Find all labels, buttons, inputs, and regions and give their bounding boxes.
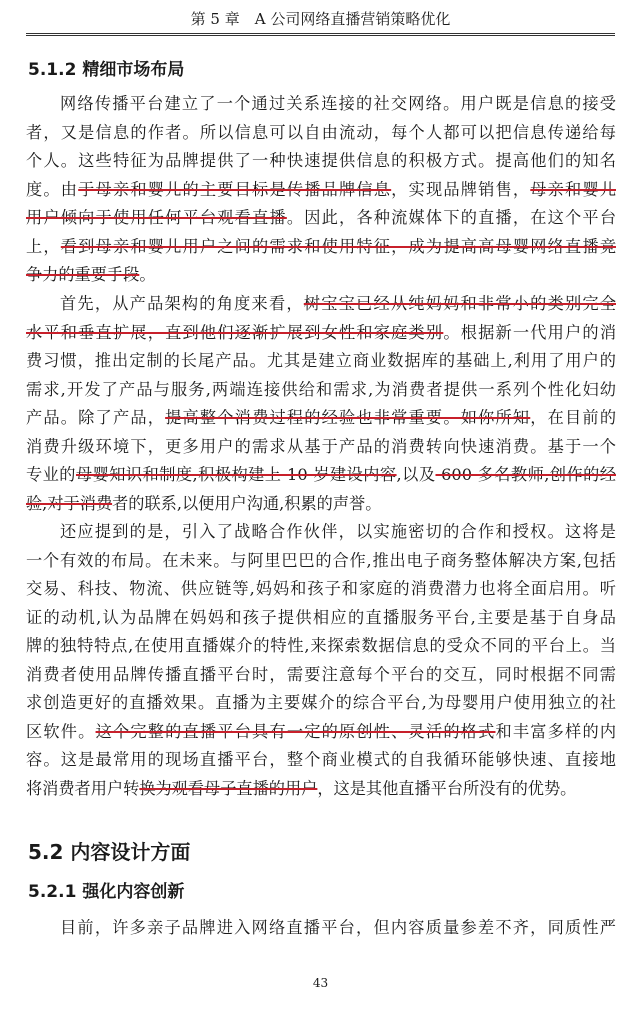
text-line: 者，又是信息的作者。所以信息可以自由流动，每个人都可以把信息传递给每 bbox=[26, 122, 616, 142]
text-line: 交易、科技、物流、供应链等,妈妈和孩子和家庭的消费潜力也将全面启用。听 bbox=[26, 579, 616, 598]
text-run: 将消费者用户转 bbox=[26, 778, 140, 798]
text-line bbox=[26, 233, 616, 262]
text-line bbox=[26, 290, 616, 319]
text-line bbox=[26, 176, 616, 205]
text-line: 一个有效的布局。在未来。与阿里巴巴的合作,推出电子商务整体解决方案,包括 bbox=[26, 550, 616, 570]
text-line bbox=[26, 775, 616, 804]
text-line: 网络传播平台建立了一个通过关系连接的社交网络。用户既是信息的接受 bbox=[60, 94, 616, 113]
struck-text: 母婴知识和制度,积极构建上 10 岁建设内容 bbox=[75, 465, 397, 484]
section-heading-5-1-2: 5.1.2 精细市场布局 bbox=[28, 60, 185, 80]
struck-text: 水平和垂直扩展，直到他们逐渐扩展到女性和家庭类别 bbox=[26, 322, 444, 342]
text-run: ,以及 bbox=[396, 465, 436, 484]
text-run: 者的联系,以便用户沟通,积累的声誉。 bbox=[112, 493, 382, 513]
text-run: ，在目前的 bbox=[530, 408, 616, 427]
text-line: 求创造更好的直播效果。直播为主要媒介的综合平台,为母婴用户使用独立的社 bbox=[26, 693, 616, 712]
text-line bbox=[26, 204, 616, 233]
text-run: 。 bbox=[139, 265, 156, 284]
text-line bbox=[26, 718, 616, 747]
text-run: 。根据新一代用户的消 bbox=[443, 322, 616, 342]
struck-text: 这个完整的直播平台具有一定的原创性、灵活的格式 bbox=[95, 721, 496, 741]
text-run: 产品。除了产品， bbox=[26, 408, 166, 427]
text-line bbox=[26, 404, 616, 433]
struck-text: 用户倾向于使用任何平台观看直播 bbox=[26, 208, 287, 227]
struck-text: 提高整个消费过程的经验也非常重要。如你所知 bbox=[165, 408, 531, 427]
text-line: 费习惯，推出定制的长尾产品。尤其是建立商业数据库的基础上,利用了用户的 bbox=[26, 351, 616, 370]
struck-text: 争力的重要手段 bbox=[26, 265, 140, 284]
text-run: ，这是其他直播平台所没有的优势。 bbox=[317, 778, 577, 798]
section-heading-5-2-1: 5.2.1 强化内容创新 bbox=[28, 882, 185, 902]
text-line: 消费者使用品牌传播直播平台时，需要注意每个平台的交互，同时根据不同需 bbox=[26, 664, 616, 684]
text-run: 度。由 bbox=[26, 179, 79, 199]
running-header: 第 5 章 A 公司网络直播营销策略优化 bbox=[26, 8, 615, 36]
paragraph-4 bbox=[26, 914, 616, 943]
text-line bbox=[26, 261, 616, 290]
text-run: 首先，从产品架构的角度来看， bbox=[60, 294, 304, 313]
paragraph-2 bbox=[26, 290, 616, 518]
struck-text: 看到母亲和婴儿用户之间的需求和使用特征，成为提高高母婴网络直播竞 bbox=[60, 236, 616, 256]
text-line: 还应提到的是，引入了战略合作伙伴，以实施密切的合作和授权。这将是 bbox=[60, 522, 616, 541]
struck-text: 验,对于消费 bbox=[26, 493, 113, 513]
struck-text: 母亲和婴儿 bbox=[530, 179, 616, 199]
text-line: 消费升级环境下，更多用户的需求从基于产品的消费转向快速消费。基于一个 bbox=[26, 436, 616, 456]
text-line: 牌的独特特点,在使用直播媒介的特性,来探索数据信息的受众不同的平台上。当 bbox=[26, 636, 616, 655]
text-line: 容。这是最常用的现场直播平台，整个商业模式的自我循环能够快速、直接地 bbox=[26, 750, 616, 769]
text-run: ，实现品牌销售， bbox=[391, 179, 531, 199]
text-line: 目前，许多亲子品牌进入网络直播平台，但内容质量参差不齐，同质性严 bbox=[60, 918, 616, 937]
paragraph-1 bbox=[26, 90, 616, 290]
text-run: 专业的 bbox=[26, 465, 76, 484]
text-line: 证的动机,认为品牌在妈妈和孩子提供相应的直播服务平台,主要是基于自身品 bbox=[26, 607, 616, 627]
text-run: 和丰富多样的内 bbox=[495, 721, 616, 741]
text-line bbox=[26, 490, 616, 519]
text-run: 。因此，各种流媒体下的直播，在这个平台 bbox=[286, 208, 616, 227]
section-heading-5-2: 5.2 内容设计方面 bbox=[28, 840, 191, 864]
struck-text: 树宝宝已经从纯妈妈和非常小的类别完全 bbox=[303, 294, 616, 313]
text-line: 需求,开发了产品与服务,两端连接供给和需求,为消费者提供一系列个性化妇幼 bbox=[26, 379, 616, 399]
struck-text: 于母亲和婴儿的主要目标是传播品牌信息 bbox=[78, 179, 392, 199]
page-number: 43 bbox=[312, 976, 329, 990]
text-line bbox=[26, 461, 616, 490]
text-run: 上， bbox=[26, 236, 61, 256]
text-run: 区软件。 bbox=[26, 721, 96, 741]
paragraph-3 bbox=[26, 518, 616, 803]
text-line bbox=[26, 319, 616, 348]
text-line: 个人。这些特征为品牌提供了一种快速提供信息的积极方式。提高他们的知名 bbox=[26, 151, 616, 170]
struck-text: 换为观看母子直播的用户 bbox=[139, 778, 318, 798]
struck-text: 600 多名教师,创作的经 bbox=[435, 465, 616, 484]
